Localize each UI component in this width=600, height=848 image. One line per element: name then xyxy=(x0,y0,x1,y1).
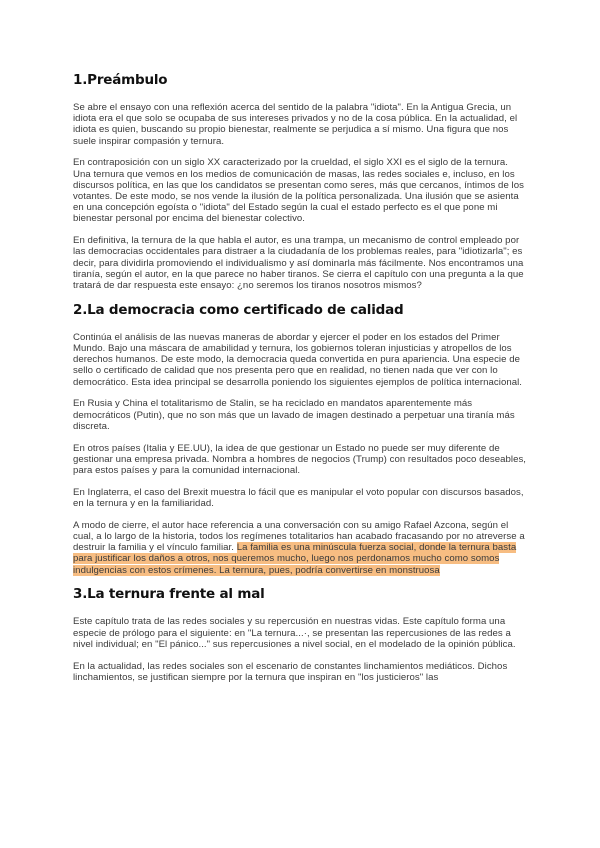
section-preambulo xyxy=(73,72,528,291)
highlighted-text[interactable]: La familia es una minúscula fuerza social, donde la ternura basta para justificar los daños a otros, nos queremos mucho, luego nos perdonamos mucho como somos indulgencias con estos crímenes. La ternura, pues, podría convertirse en monstruosa xyxy=(73,542,517,576)
paragraph: En la actualidad, las redes sociales son el escenario de constantes linchamientos mediáticos. Dichos linchamientos, se justifican siempre por la ternura que inspiran en "los justicieros" las xyxy=(73,660,508,683)
paragraph: En otros países (Italia y EE.UU), la idea de que gestionar un Estado no puede ser muy diferente de gestionar una empresa privada. Nombra a hombres de negocios (Trump) con resultados poco deseables, para estos países y para la comunidad internacional. xyxy=(73,442,527,477)
paragraph: Se abre el ensayo con una reflexión acerca del sentido de la palabra "idiota". En la Antigua Grecia, un idiota era el que solo se ocupaba de sus intereses privados y no de la cosa pública. En la actualidad, el idiota es quien, buscando su propio bienestar, realmente se perjudica a sí mismo. Una figura que nos suele inspirar compasión y ternura. xyxy=(73,102,518,147)
section-heading: 1.Preámbulo xyxy=(73,72,168,88)
paragraph: Este capítulo trata de las redes sociales y su repercusión en nuestras vidas. Este capítulo forma una especie de prólogo para el siguiente: en "La ternura...·, se presentan las repercusiones de las redes a nivel individual; en "El pánico..." sus repercusiones a nivel social, en el modelado de la opinión pública. xyxy=(73,616,516,650)
paragraph-text: A modo de cierre, el autor hace referencia a una conversación con su amigo Rafael Azcona, según el cual, a lo largo de la historia, todos los regímenes totalitarios han acabado fracasando por no atreverse a destruir la familia y el vínculo familiar. xyxy=(73,519,525,554)
paragraph-with-highlight xyxy=(73,520,528,576)
paragraph: En Rusia y China el totalitarismo de Stalin, se ha reciclado en mandatos aparentemente más democráticos (Putin), que no son más que un lavado de imagen destinado a perpetuar una tiranía más discreta. xyxy=(73,398,515,432)
paragraph: En contraposición con un siglo XX caracterizado por la crueldad, el siglo XXI es el siglo de la ternura. Una ternura que vemos en los medios de comunicación de masas, las redes sociales e, incluso, en los discursos política, en las que los candidatos se presentan como seres, más que cercanos, íntimos de los votantes. De este modo, se nos vende la ilusión de la política personalizada. Una ilusión que se asienta en una concepción egoísta o "idiota" del Estado según la cual el estado perfecto es el que pone mi bienestar personal por encima del bienestar colectivo. xyxy=(73,157,524,225)
section-heading: 3.La ternura frente al mal xyxy=(73,586,265,603)
paragraph: En definitiva, la ternura de la que habla el autor, es una trampa, un mecanismo de control empleado por las democracias occidentales para distraer a la ciudadanía de los problemas reales, para "idiotizarla"; es decir, para dividirla promoviendo el individualismo y así dominarla más fácilmente. Nos encontramos una tiranía, según el autor, en la que parece no haber tiranos. Se cierra el capítulo con una pregunta a la que tratará de dar respuesta este ensayo: ¿no seremos los tiranos nosotros mismos? xyxy=(73,235,524,292)
section-democracia xyxy=(73,302,528,576)
paragraph: En Inglaterra, el caso del Brexit muestra lo fácil que es manipular el voto popular con discursos basados, en la ternura y en la familiaridad. xyxy=(73,486,524,510)
section-ternura xyxy=(73,586,528,683)
paragraph: Continúa el análisis de las nuevas maneras de abordar y ejercer el poder en los estados del Primer Mundo. Bajo una máscara de amabilidad y ternura, los gobiernos toleran injusticias y atropellos de los derechos humanos. De este modo, la democracia queda convertida en pura apariencia. Una especie de sello o certificado de calidad que nos presenta pero que en realidad, no tienen nada que ver con lo democrático. Esta idea principal se desarrolla poniendo los siguientes ejemplos de política internacional. xyxy=(73,331,523,388)
section-heading: 2.La democracia como certificado de calidad xyxy=(73,301,404,318)
